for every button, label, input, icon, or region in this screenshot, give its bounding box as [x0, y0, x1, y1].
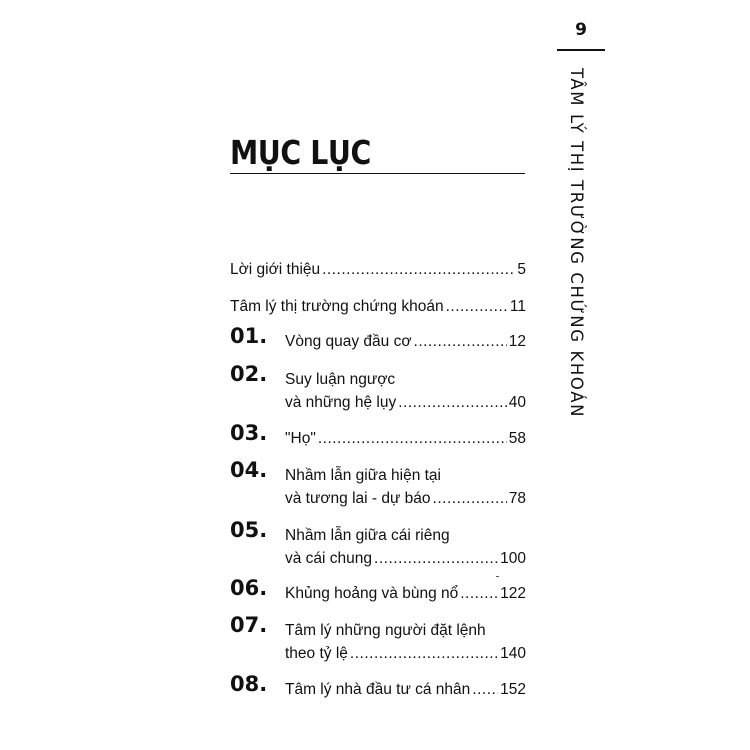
dot-leader — [318, 427, 507, 450]
chapter-number: 06. — [230, 576, 268, 600]
chapter-title-line-1: Nhầm lẫn giữa cái riêng — [285, 527, 450, 544]
dot-leader — [350, 642, 498, 665]
entry-page: 140 — [500, 645, 526, 662]
chapter-number: 07. — [230, 613, 268, 637]
chapter-title-line-1: Tâm lý những người đặt lệnh — [285, 622, 486, 639]
header-rule — [557, 49, 605, 51]
chapter-title-line-2: và cái chung — [285, 550, 373, 567]
dot-leader — [433, 487, 507, 510]
chapter-title: "Họ" — [285, 430, 316, 447]
dot-leader — [460, 582, 498, 605]
entry-label: Lời giới thiệu — [230, 261, 321, 278]
entry-label: Tâm lý thị trường chứng khoán — [230, 298, 444, 315]
chapter-title-line-2: theo tỷ lệ — [285, 645, 348, 662]
chapter-title-line-1: Nhầm lẫn giữa hiện tại — [285, 467, 441, 484]
entry-page: 100 — [500, 550, 526, 567]
title-rule — [230, 173, 525, 174]
chapter-number: 04. — [230, 458, 268, 482]
dot-leader — [414, 330, 507, 353]
chapter-number: 05. — [230, 518, 268, 542]
dot-leader — [398, 391, 507, 414]
entry-page: 152 — [500, 681, 526, 698]
entry-page: 122 — [500, 585, 526, 602]
entry-page: 78 — [508, 490, 526, 507]
running-head: TÂM LÝ THỊ TRƯỜNG CHỨNG KHOÁN — [567, 68, 586, 419]
chapter-number: 03. — [230, 421, 268, 445]
chapter-number: 08. — [230, 672, 268, 696]
chapter-title-line-2: và những hệ lụy — [285, 394, 397, 411]
dot-leader — [322, 258, 515, 281]
dot-leader — [374, 547, 498, 570]
toc-entry-market-psychology[interactable] — [230, 295, 526, 318]
entry-page: 12 — [508, 333, 526, 350]
print-speck — [496, 576, 499, 577]
toc-entry-introduction[interactable] — [230, 258, 526, 281]
chapter-title: Vòng quay đầu cơ — [285, 333, 412, 350]
chapter-title: Tâm lý nhà đầu tư cá nhân — [285, 681, 471, 698]
chapter-title-line-2: và tương lai - dự báo — [285, 490, 431, 507]
dot-leader — [446, 295, 508, 318]
chapter-number: 01. — [230, 324, 268, 348]
entry-page: 11 — [509, 298, 526, 315]
page-number: 9 — [575, 20, 587, 40]
chapter-title: Khủng hoảng và bùng nổ — [285, 585, 459, 602]
chapter-title-line-1: Suy luận ngược — [285, 371, 396, 388]
entry-page: 5 — [517, 261, 526, 278]
toc-title: MỤC LỤC — [230, 133, 371, 172]
dot-leader — [472, 678, 498, 701]
chapter-number: 02. — [230, 362, 268, 386]
entry-page: 40 — [508, 394, 526, 411]
entry-page: 58 — [508, 430, 526, 447]
